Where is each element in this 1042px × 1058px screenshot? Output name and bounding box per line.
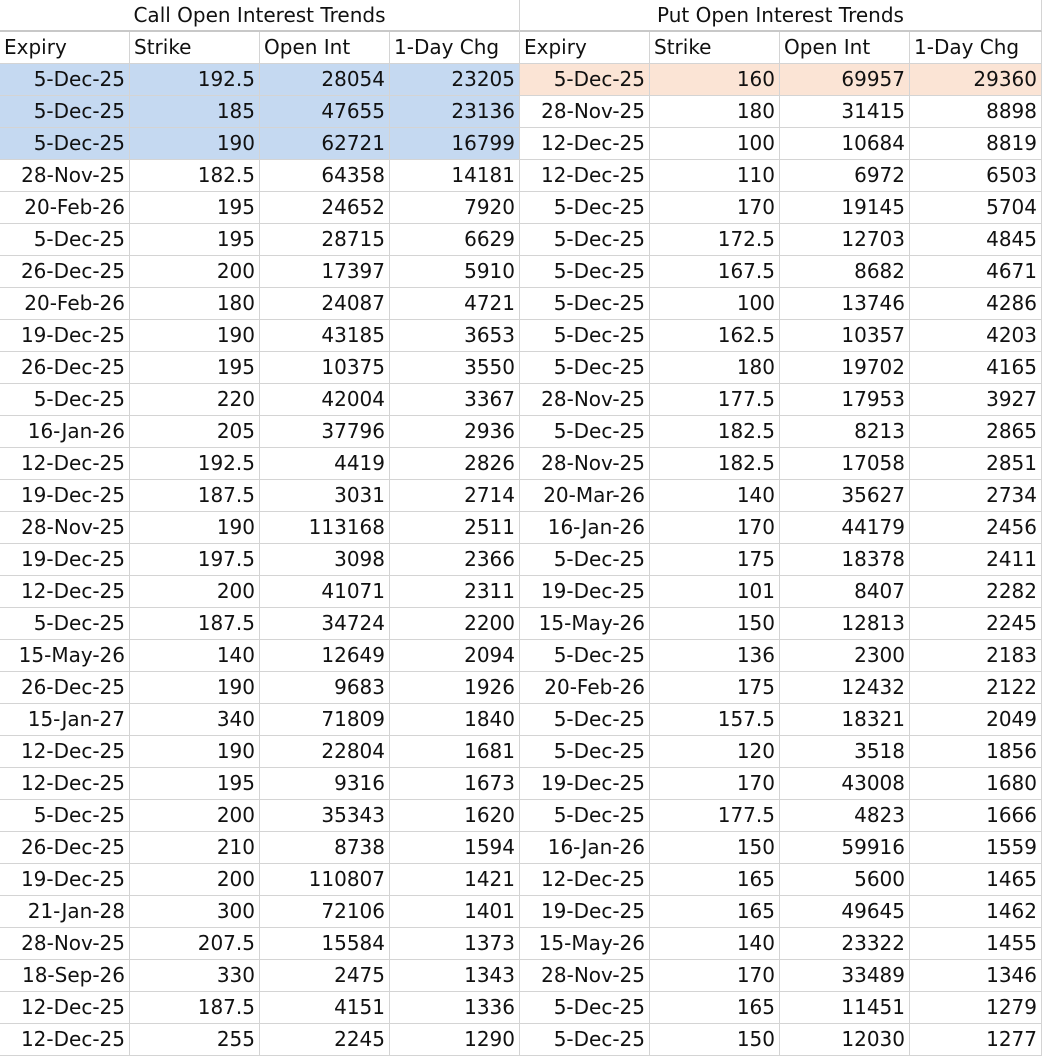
call-header-expiry: Expiry — [0, 32, 130, 64]
call-cell-expiry: 19-Dec-25 — [0, 320, 130, 352]
put-cell-strike: 175 — [650, 672, 780, 704]
call-cell-open-int: 71809 — [260, 704, 390, 736]
put-cell-expiry: 28-Nov-25 — [520, 384, 650, 416]
call-cell-strike: 190 — [130, 512, 260, 544]
put-cell-expiry: 12-Dec-25 — [520, 128, 650, 160]
call-cell-strike: 200 — [130, 800, 260, 832]
call-cell-expiry: 5-Dec-25 — [0, 64, 130, 96]
call-cell-strike: 192.5 — [130, 448, 260, 480]
call-cell-1-day-chg: 1681 — [390, 736, 520, 768]
put-cell-open-int: 11451 — [780, 992, 910, 1024]
put-cell-open-int: 33489 — [780, 960, 910, 992]
put-cell-1-day-chg: 2411 — [910, 544, 1042, 576]
put-cell-strike: 165 — [650, 992, 780, 1024]
call-cell-1-day-chg: 1343 — [390, 960, 520, 992]
call-header-1-day-chg: 1-Day Chg — [390, 32, 520, 64]
call-cell-expiry: 5-Dec-25 — [0, 96, 130, 128]
put-cell-expiry: 28-Nov-25 — [520, 960, 650, 992]
put-cell-1-day-chg: 1455 — [910, 928, 1042, 960]
call-cell-open-int: 9683 — [260, 672, 390, 704]
put-cell-1-day-chg: 2851 — [910, 448, 1042, 480]
call-cell-strike: 192.5 — [130, 64, 260, 96]
put-cell-expiry: 5-Dec-25 — [520, 992, 650, 1024]
put-cell-open-int: 8407 — [780, 576, 910, 608]
call-cell-expiry: 20-Feb-26 — [0, 288, 130, 320]
call-cell-open-int: 3098 — [260, 544, 390, 576]
call-cell-1-day-chg: 1336 — [390, 992, 520, 1024]
put-cell-expiry: 5-Dec-25 — [520, 704, 650, 736]
call-cell-expiry: 26-Dec-25 — [0, 672, 130, 704]
call-cell-1-day-chg: 2826 — [390, 448, 520, 480]
put-cell-expiry: 16-Jan-26 — [520, 832, 650, 864]
put-cell-open-int: 10684 — [780, 128, 910, 160]
call-cell-expiry: 28-Nov-25 — [0, 160, 130, 192]
put-cell-open-int: 3518 — [780, 736, 910, 768]
call-cell-strike: 220 — [130, 384, 260, 416]
put-cell-expiry: 16-Jan-26 — [520, 512, 650, 544]
call-cell-open-int: 4151 — [260, 992, 390, 1024]
call-cell-strike: 190 — [130, 736, 260, 768]
put-cell-expiry: 15-May-26 — [520, 928, 650, 960]
call-table-title: Call Open Interest Trends — [0, 0, 520, 32]
call-cell-open-int: 4419 — [260, 448, 390, 480]
put-cell-1-day-chg: 8898 — [910, 96, 1042, 128]
put-cell-expiry: 19-Dec-25 — [520, 768, 650, 800]
put-cell-strike: 110 — [650, 160, 780, 192]
call-cell-1-day-chg: 1840 — [390, 704, 520, 736]
call-cell-1-day-chg: 1401 — [390, 896, 520, 928]
call-cell-expiry: 26-Dec-25 — [0, 832, 130, 864]
put-cell-strike: 165 — [650, 896, 780, 928]
put-cell-1-day-chg: 3927 — [910, 384, 1042, 416]
put-cell-strike: 120 — [650, 736, 780, 768]
put-cell-open-int: 10357 — [780, 320, 910, 352]
put-cell-expiry: 28-Nov-25 — [520, 96, 650, 128]
put-cell-open-int: 12703 — [780, 224, 910, 256]
put-cell-1-day-chg: 1856 — [910, 736, 1042, 768]
call-cell-strike: 330 — [130, 960, 260, 992]
call-cell-open-int: 2245 — [260, 1024, 390, 1056]
call-cell-open-int: 28715 — [260, 224, 390, 256]
put-cell-1-day-chg: 6503 — [910, 160, 1042, 192]
call-cell-expiry: 12-Dec-25 — [0, 768, 130, 800]
call-cell-expiry: 12-Dec-25 — [0, 992, 130, 1024]
call-cell-strike: 187.5 — [130, 608, 260, 640]
put-cell-open-int: 13746 — [780, 288, 910, 320]
call-cell-strike: 182.5 — [130, 160, 260, 192]
put-cell-strike: 150 — [650, 832, 780, 864]
call-cell-expiry: 5-Dec-25 — [0, 384, 130, 416]
call-cell-strike: 200 — [130, 576, 260, 608]
call-cell-strike: 190 — [130, 128, 260, 160]
put-cell-expiry: 5-Dec-25 — [520, 192, 650, 224]
call-cell-open-int: 3031 — [260, 480, 390, 512]
put-cell-1-day-chg: 2456 — [910, 512, 1042, 544]
call-cell-1-day-chg: 2094 — [390, 640, 520, 672]
put-cell-open-int: 44179 — [780, 512, 910, 544]
call-cell-expiry: 5-Dec-25 — [0, 800, 130, 832]
call-cell-1-day-chg: 1290 — [390, 1024, 520, 1056]
put-cell-strike: 150 — [650, 1024, 780, 1056]
call-cell-open-int: 113168 — [260, 512, 390, 544]
put-cell-open-int: 31415 — [780, 96, 910, 128]
call-cell-strike: 197.5 — [130, 544, 260, 576]
call-cell-1-day-chg: 1594 — [390, 832, 520, 864]
call-cell-1-day-chg: 2936 — [390, 416, 520, 448]
put-cell-1-day-chg: 2122 — [910, 672, 1042, 704]
call-cell-open-int: 62721 — [260, 128, 390, 160]
call-cell-expiry: 15-May-26 — [0, 640, 130, 672]
call-cell-expiry: 28-Nov-25 — [0, 928, 130, 960]
put-cell-open-int: 23322 — [780, 928, 910, 960]
put-cell-strike: 180 — [650, 352, 780, 384]
call-cell-open-int: 42004 — [260, 384, 390, 416]
put-cell-open-int: 2300 — [780, 640, 910, 672]
put-cell-expiry: 5-Dec-25 — [520, 320, 650, 352]
call-cell-open-int: 15584 — [260, 928, 390, 960]
call-cell-strike: 187.5 — [130, 992, 260, 1024]
put-cell-strike: 170 — [650, 512, 780, 544]
put-cell-open-int: 12030 — [780, 1024, 910, 1056]
call-cell-1-day-chg: 2311 — [390, 576, 520, 608]
call-cell-open-int: 35343 — [260, 800, 390, 832]
put-cell-1-day-chg: 4845 — [910, 224, 1042, 256]
put-cell-open-int: 8682 — [780, 256, 910, 288]
call-cell-1-day-chg: 3367 — [390, 384, 520, 416]
call-cell-open-int: 64358 — [260, 160, 390, 192]
put-cell-expiry: 5-Dec-25 — [520, 1024, 650, 1056]
put-header-strike: Strike — [650, 32, 780, 64]
put-cell-strike: 136 — [650, 640, 780, 672]
call-cell-1-day-chg: 5910 — [390, 256, 520, 288]
call-cell-expiry: 12-Dec-25 — [0, 736, 130, 768]
call-cell-strike: 185 — [130, 96, 260, 128]
call-cell-open-int: 37796 — [260, 416, 390, 448]
call-cell-expiry: 19-Dec-25 — [0, 864, 130, 896]
call-cell-expiry: 5-Dec-25 — [0, 128, 130, 160]
put-cell-strike: 180 — [650, 96, 780, 128]
put-cell-open-int: 17953 — [780, 384, 910, 416]
call-cell-strike: 195 — [130, 768, 260, 800]
put-cell-strike: 172.5 — [650, 224, 780, 256]
put-cell-strike: 182.5 — [650, 448, 780, 480]
put-cell-1-day-chg: 1462 — [910, 896, 1042, 928]
call-cell-strike: 200 — [130, 256, 260, 288]
put-cell-strike: 167.5 — [650, 256, 780, 288]
call-cell-open-int: 10375 — [260, 352, 390, 384]
call-cell-strike: 195 — [130, 192, 260, 224]
put-cell-open-int: 18321 — [780, 704, 910, 736]
call-cell-expiry: 19-Dec-25 — [0, 480, 130, 512]
call-cell-strike: 180 — [130, 288, 260, 320]
call-cell-strike: 195 — [130, 224, 260, 256]
call-cell-open-int: 47655 — [260, 96, 390, 128]
put-cell-open-int: 19145 — [780, 192, 910, 224]
put-cell-strike: 160 — [650, 64, 780, 96]
put-cell-expiry: 5-Dec-25 — [520, 64, 650, 96]
put-cell-strike: 182.5 — [650, 416, 780, 448]
put-cell-open-int: 12432 — [780, 672, 910, 704]
put-cell-1-day-chg: 2049 — [910, 704, 1042, 736]
call-cell-expiry: 16-Jan-26 — [0, 416, 130, 448]
call-cell-1-day-chg: 1373 — [390, 928, 520, 960]
put-cell-open-int: 19702 — [780, 352, 910, 384]
put-cell-1-day-chg: 1666 — [910, 800, 1042, 832]
put-cell-strike: 175 — [650, 544, 780, 576]
call-cell-open-int: 17397 — [260, 256, 390, 288]
put-cell-1-day-chg: 1346 — [910, 960, 1042, 992]
put-cell-strike: 101 — [650, 576, 780, 608]
call-cell-1-day-chg: 1926 — [390, 672, 520, 704]
put-cell-open-int: 4823 — [780, 800, 910, 832]
put-cell-expiry: 15-May-26 — [520, 608, 650, 640]
put-cell-strike: 170 — [650, 192, 780, 224]
put-cell-open-int: 69957 — [780, 64, 910, 96]
put-cell-1-day-chg: 1277 — [910, 1024, 1042, 1056]
call-cell-expiry: 12-Dec-25 — [0, 448, 130, 480]
put-cell-open-int: 18378 — [780, 544, 910, 576]
put-table-title: Put Open Interest Trends — [520, 0, 1042, 32]
put-cell-open-int: 59916 — [780, 832, 910, 864]
put-cell-open-int: 43008 — [780, 768, 910, 800]
call-cell-1-day-chg: 2511 — [390, 512, 520, 544]
call-header-open-int: Open Int — [260, 32, 390, 64]
put-cell-1-day-chg: 2282 — [910, 576, 1042, 608]
put-cell-strike: 162.5 — [650, 320, 780, 352]
put-cell-1-day-chg: 5704 — [910, 192, 1042, 224]
call-header-strike: Strike — [130, 32, 260, 64]
put-cell-1-day-chg: 8819 — [910, 128, 1042, 160]
put-header-1-day-chg: 1-Day Chg — [910, 32, 1042, 64]
call-cell-strike: 300 — [130, 896, 260, 928]
put-cell-open-int: 6972 — [780, 160, 910, 192]
put-cell-expiry: 5-Dec-25 — [520, 352, 650, 384]
put-cell-expiry: 5-Dec-25 — [520, 224, 650, 256]
put-cell-open-int: 35627 — [780, 480, 910, 512]
put-cell-1-day-chg: 1559 — [910, 832, 1042, 864]
put-cell-expiry: 5-Dec-25 — [520, 256, 650, 288]
call-cell-open-int: 110807 — [260, 864, 390, 896]
call-cell-open-int: 28054 — [260, 64, 390, 96]
call-cell-expiry: 12-Dec-25 — [0, 576, 130, 608]
call-cell-1-day-chg: 14181 — [390, 160, 520, 192]
put-cell-1-day-chg: 29360 — [910, 64, 1042, 96]
call-cell-1-day-chg: 1620 — [390, 800, 520, 832]
put-cell-1-day-chg: 2734 — [910, 480, 1042, 512]
call-cell-expiry: 15-Jan-27 — [0, 704, 130, 736]
put-cell-strike: 100 — [650, 288, 780, 320]
call-cell-open-int: 41071 — [260, 576, 390, 608]
call-cell-1-day-chg: 7920 — [390, 192, 520, 224]
call-cell-strike: 140 — [130, 640, 260, 672]
call-cell-open-int: 34724 — [260, 608, 390, 640]
put-header-expiry: Expiry — [520, 32, 650, 64]
call-cell-expiry: 12-Dec-25 — [0, 1024, 130, 1056]
call-cell-expiry: 18-Sep-26 — [0, 960, 130, 992]
call-cell-open-int: 9316 — [260, 768, 390, 800]
put-cell-strike: 157.5 — [650, 704, 780, 736]
put-cell-expiry: 5-Dec-25 — [520, 800, 650, 832]
call-cell-open-int: 43185 — [260, 320, 390, 352]
call-cell-strike: 340 — [130, 704, 260, 736]
put-cell-strike: 165 — [650, 864, 780, 896]
put-cell-strike: 170 — [650, 768, 780, 800]
put-cell-expiry: 5-Dec-25 — [520, 640, 650, 672]
put-cell-open-int: 49645 — [780, 896, 910, 928]
call-cell-expiry: 26-Dec-25 — [0, 352, 130, 384]
call-cell-strike: 195 — [130, 352, 260, 384]
call-cell-strike: 205 — [130, 416, 260, 448]
put-cell-strike: 100 — [650, 128, 780, 160]
call-cell-1-day-chg: 3550 — [390, 352, 520, 384]
call-cell-strike: 210 — [130, 832, 260, 864]
call-cell-1-day-chg: 1673 — [390, 768, 520, 800]
call-cell-strike: 200 — [130, 864, 260, 896]
put-cell-strike: 150 — [650, 608, 780, 640]
put-cell-expiry: 5-Dec-25 — [520, 416, 650, 448]
call-cell-open-int: 12649 — [260, 640, 390, 672]
call-cell-open-int: 24087 — [260, 288, 390, 320]
put-cell-open-int: 17058 — [780, 448, 910, 480]
put-cell-expiry: 20-Feb-26 — [520, 672, 650, 704]
put-cell-expiry: 20-Mar-26 — [520, 480, 650, 512]
put-cell-1-day-chg: 4165 — [910, 352, 1042, 384]
put-cell-1-day-chg: 1465 — [910, 864, 1042, 896]
put-cell-strike: 177.5 — [650, 384, 780, 416]
call-cell-1-day-chg: 2366 — [390, 544, 520, 576]
call-cell-1-day-chg: 6629 — [390, 224, 520, 256]
call-cell-strike: 190 — [130, 320, 260, 352]
call-cell-expiry: 20-Feb-26 — [0, 192, 130, 224]
put-cell-strike: 170 — [650, 960, 780, 992]
put-cell-expiry: 5-Dec-25 — [520, 288, 650, 320]
call-cell-expiry: 19-Dec-25 — [0, 544, 130, 576]
call-cell-1-day-chg: 16799 — [390, 128, 520, 160]
put-cell-1-day-chg: 4671 — [910, 256, 1042, 288]
call-cell-expiry: 5-Dec-25 — [0, 224, 130, 256]
put-cell-1-day-chg: 2183 — [910, 640, 1042, 672]
call-cell-expiry: 26-Dec-25 — [0, 256, 130, 288]
call-cell-open-int: 2475 — [260, 960, 390, 992]
put-cell-expiry: 19-Dec-25 — [520, 576, 650, 608]
put-cell-1-day-chg: 2865 — [910, 416, 1042, 448]
call-cell-1-day-chg: 2200 — [390, 608, 520, 640]
call-cell-strike: 187.5 — [130, 480, 260, 512]
call-cell-open-int: 72106 — [260, 896, 390, 928]
put-cell-strike: 177.5 — [650, 800, 780, 832]
put-cell-expiry: 5-Dec-25 — [520, 736, 650, 768]
put-cell-1-day-chg: 4286 — [910, 288, 1042, 320]
put-header-open-int: Open Int — [780, 32, 910, 64]
put-cell-expiry: 5-Dec-25 — [520, 544, 650, 576]
call-cell-open-int: 24652 — [260, 192, 390, 224]
put-cell-open-int: 8213 — [780, 416, 910, 448]
call-cell-expiry: 5-Dec-25 — [0, 608, 130, 640]
call-cell-1-day-chg: 23205 — [390, 64, 520, 96]
call-cell-1-day-chg: 1421 — [390, 864, 520, 896]
call-cell-1-day-chg: 3653 — [390, 320, 520, 352]
put-cell-open-int: 5600 — [780, 864, 910, 896]
put-cell-1-day-chg: 1680 — [910, 768, 1042, 800]
call-cell-1-day-chg: 23136 — [390, 96, 520, 128]
call-cell-1-day-chg: 4721 — [390, 288, 520, 320]
put-cell-1-day-chg: 2245 — [910, 608, 1042, 640]
put-cell-open-int: 12813 — [780, 608, 910, 640]
put-cell-strike: 140 — [650, 928, 780, 960]
put-cell-expiry: 12-Dec-25 — [520, 864, 650, 896]
put-cell-1-day-chg: 4203 — [910, 320, 1042, 352]
call-cell-strike: 255 — [130, 1024, 260, 1056]
put-cell-expiry: 19-Dec-25 — [520, 896, 650, 928]
call-cell-strike: 207.5 — [130, 928, 260, 960]
call-cell-expiry: 28-Nov-25 — [0, 512, 130, 544]
call-cell-open-int: 8738 — [260, 832, 390, 864]
put-cell-expiry: 12-Dec-25 — [520, 160, 650, 192]
put-cell-strike: 140 — [650, 480, 780, 512]
call-cell-1-day-chg: 2714 — [390, 480, 520, 512]
put-cell-1-day-chg: 1279 — [910, 992, 1042, 1024]
call-cell-open-int: 22804 — [260, 736, 390, 768]
call-cell-expiry: 21-Jan-28 — [0, 896, 130, 928]
call-cell-strike: 190 — [130, 672, 260, 704]
put-cell-expiry: 28-Nov-25 — [520, 448, 650, 480]
